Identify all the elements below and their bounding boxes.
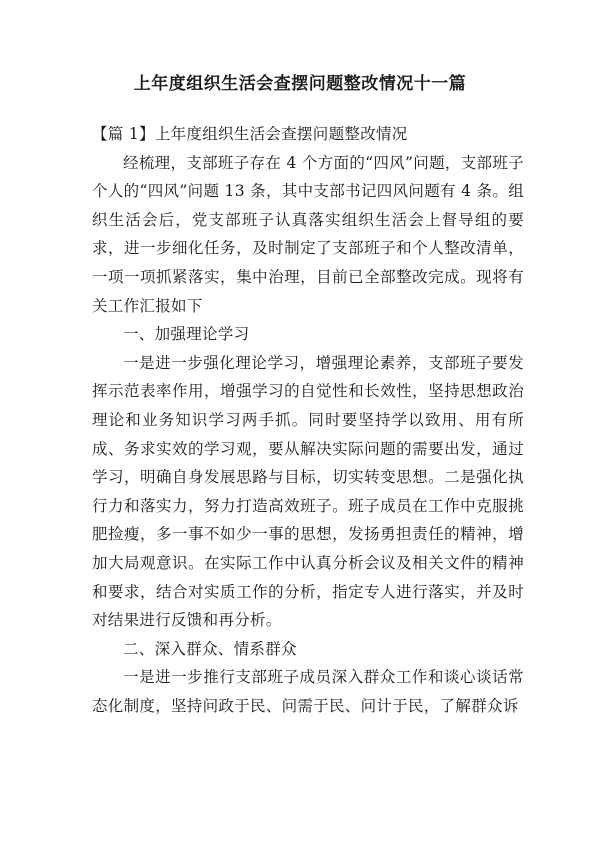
document-title: 上年度组织生活会查摆问题整改情况十一篇 <box>133 74 467 94</box>
subheading-masses: 二、深入群众、情系群众 <box>123 639 297 658</box>
paragraph-theory-study: 一是进一步强化理论学习，增强理论素养，支部班子要发挥示范表率作用，增强学习的自觉性和长效性，坚持思想政治理论和业务知识学习两手抓。同时要坚持学以致用、用有所成、务求实效的学习观，要从解决实际问题的需要出发，通过学习，明确自身发展思路与目标，切实转变思想。二是强化执行力和落实力，努力打造高效班子。班子成员在工作中克服挑肥捡瘦，多一事不如少一事的思想，发扬勇担责任的精神，增加大局观意识。在实际工作中认真分析会议及相关文件的精神和要求，结合对实质工作的分析，指定专人进行落实，并及时对结果进行反馈和再分析。 <box>92 353 524 630</box>
paragraph-masses: 一是进一步推行支部班子成员深入群众工作和谈心谈话常态化制度，坚持问政于民、问需于民、问计于民，了解群众诉 <box>92 668 524 715</box>
document-body <box>92 120 524 720</box>
paragraph-intro: 经梳理，支部班子存在 4 个方面的“四风”问题，支部班子个人的“四风”问题 13 条，其中支部书记四风问题有 4 条。组织生活会后，党支部班子认真落实组织生活会上督导组的要求，进一步细化任务，及时制定了支部班子和个人整改清单，一项一项抓紧落实，集中治理，目前已全部整改完成。现将有关工作汇报如下 <box>92 153 524 315</box>
subheading-theory-study: 一、加强理论学习 <box>123 325 250 344</box>
section-heading: 【篇 1】上年度组织生活会查摆问题整改情况 <box>92 125 408 143</box>
